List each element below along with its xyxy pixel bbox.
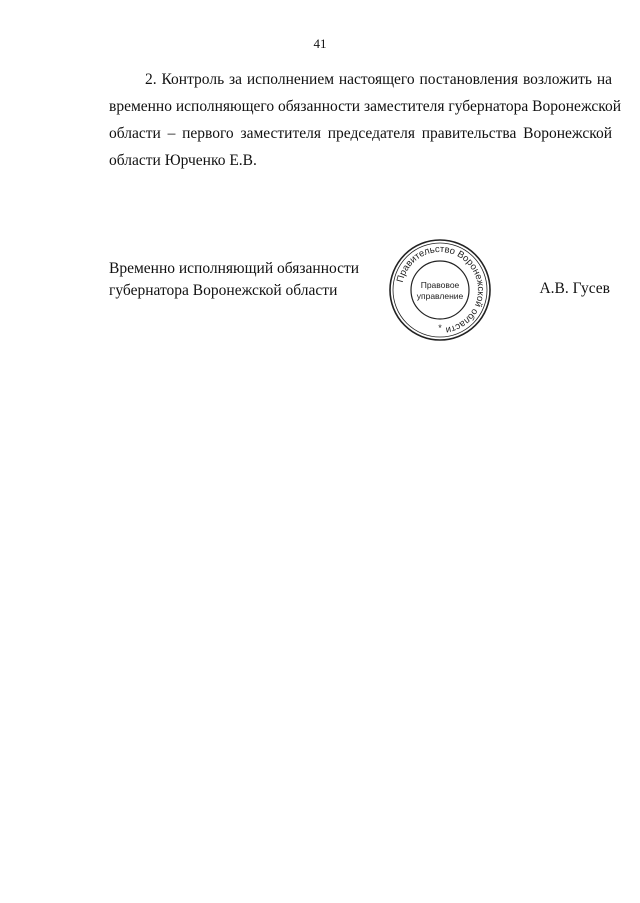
official-stamp [388,238,492,342]
paragraph-control [109,66,622,174]
stamp-inner-line1: Правовое [420,280,460,290]
stamp-star-icon: * [438,323,442,333]
stamp-inner-line2: управление [416,291,464,301]
paragraph-line: области – первого заместителя председателя правительства Воронежской [109,125,612,142]
stamp-outer-text: Правительство Воронежской области [394,243,487,336]
signature-title-line: губернатора Воронежской области [109,282,338,299]
page-number: 41 [313,36,327,51]
paragraph-line: области Юрченко Е.В. [109,152,257,169]
paragraph-line: временно исполняющего обязанности заместителя губернатора Воронежской [109,98,622,115]
paragraph-line: 2. Контроль за исполнением настоящего постановления возложить на [145,71,612,88]
signature-title [109,258,359,302]
signatory-name: А.В. Гусев [539,280,610,297]
signature-title-line: Временно исполняющий обязанности [109,260,360,277]
